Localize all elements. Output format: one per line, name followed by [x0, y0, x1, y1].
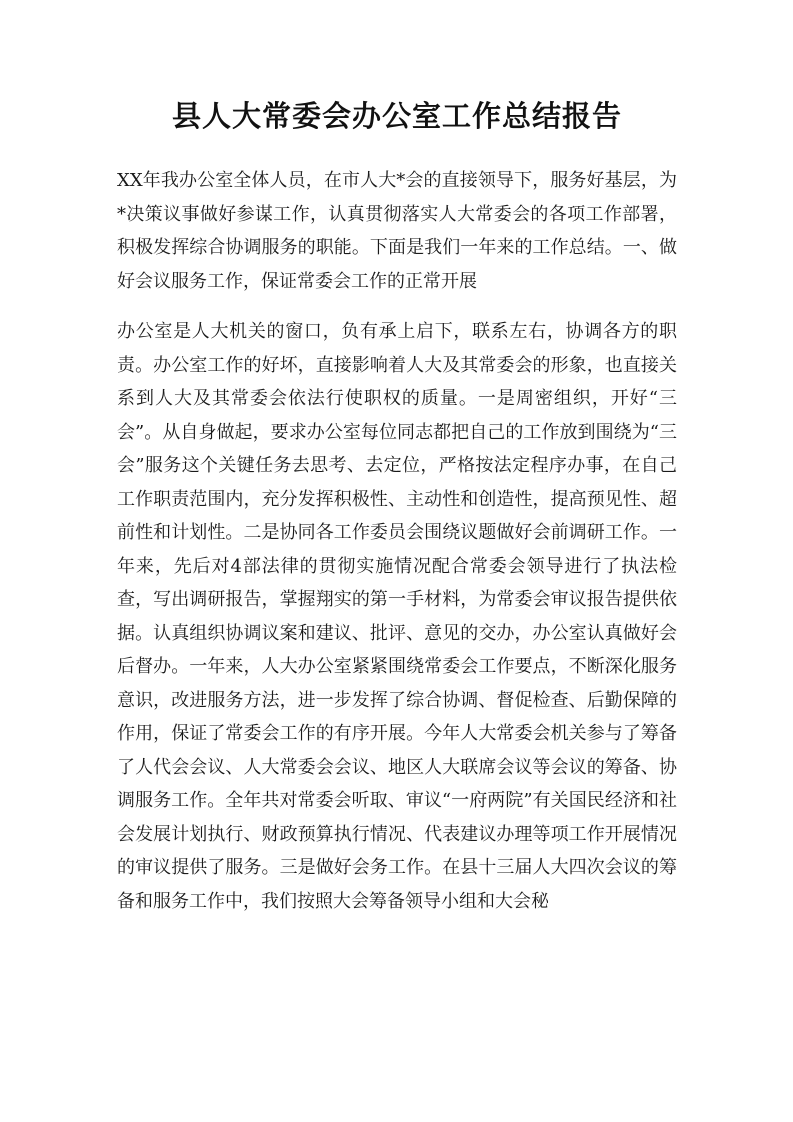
document-title: 县人大常委会办公室工作总结报告: [171, 99, 622, 133]
body-paragraph-office-role: 办公室是人大机关的窗口，负有承上启下，联系左右，协调各方的职责。办公室工作的好坏，直接影响着人大及其常委会的形象，也直接关系到人大及其常委会依法行使职权的质量。一是周密组织，开好“三会”。从自身做起，要求办公室每位同志都把自己的工作放到围绕为“三会”服务这个关键任务去思考、去定位，严格按法定程序办事，在自己工作职责范围内，充分发挥积极性、主动性和创造性，提高预见性、超前性和计划性。二是协同各工作委员会围绕议题做好会前调研工作。一年来，先后对4部法律的贯彻实施情况配合常委会领导进行了执法检查，写出调研报告，掌握翔实的第一手材料，为常委会审议报告提供依据。认真组织协调议案和建议、批评、意见的交办，办公室认真做好会后督办。一年来，人大办公室紧紧围绕常委会工作要点，不断深化服务意识，改进服务方法，进一步发挥了综合协调、督促检查、后勤保障的作用，保证了常委会工作的有序开展。今年人大常委会机关参与了筹备了人代会会议、人大常委会会议、地区人大联席会议等会议的筹备、协调服务工作。全年共对常委会听取、审议“一府两院”有关国民经济和社会发展计划执行、财政预算执行情况、代表建议办理等项工作开展情况的审议提供了服务。三是做好会务工作。在县十三届人大四次会议的筹备和服务工作中，我们按照大会筹备领导小组和大会秘: [117, 321, 677, 912]
document-page: [117, 96, 677, 918]
body-paragraph-intro: XX年我办公室全体人员，在市人大*会的直接领导下，服务好基层，为*决策议事做好参谋工作，认真贯彻落实人大常委会的各项工作部署，积极发挥综合协调服务的职能。下面是我们一年来的工作总结。一、做好会议服务工作，保证常委会工作的正常开展: [117, 170, 677, 292]
